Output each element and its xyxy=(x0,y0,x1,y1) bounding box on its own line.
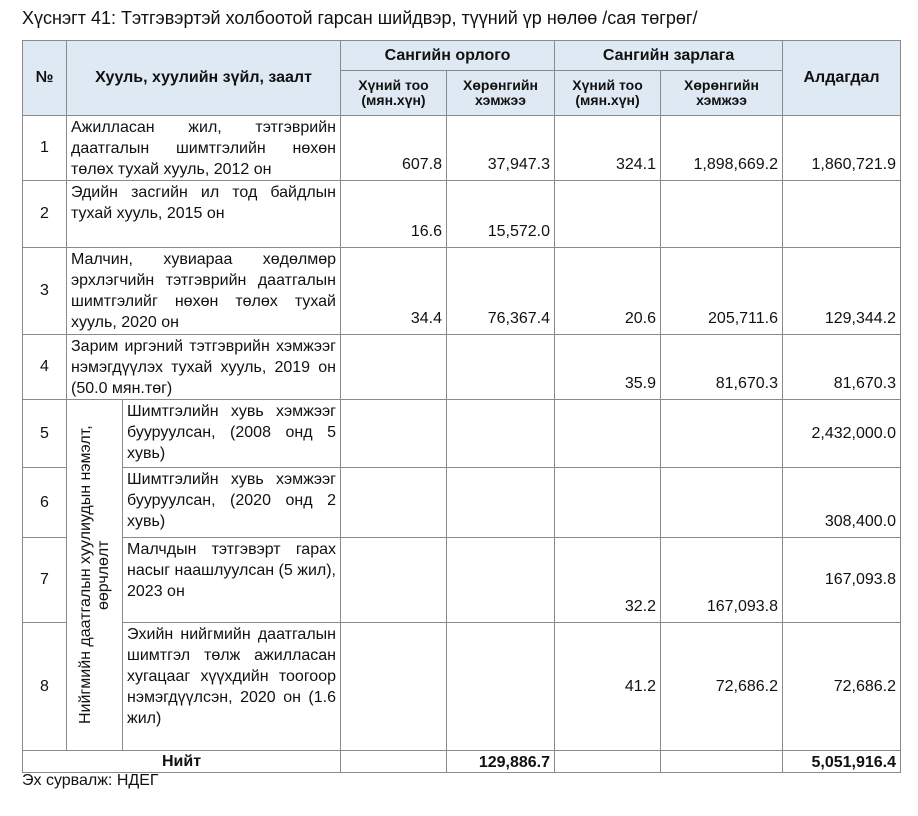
row-number: 2 xyxy=(23,181,67,248)
income-people xyxy=(341,468,447,538)
expense-amount: 167,093.8 xyxy=(661,538,783,623)
row-number: 8 xyxy=(23,623,67,751)
total-deficit: 5,051,916.4 xyxy=(783,751,901,773)
deficit-value: 1,860,721.9 xyxy=(783,116,901,181)
income-amount: 37,947.3 xyxy=(447,116,555,181)
row-number: 7 xyxy=(23,538,67,623)
group-label-cell xyxy=(67,400,123,751)
expense-people: 20.6 xyxy=(555,248,661,335)
law-text: Шимтгэлийн хувь хэмжээг бууруулсан, (2008 онд 5 хувь) xyxy=(123,400,341,468)
expense-people xyxy=(555,181,661,248)
expense-amount: 1,898,669.2 xyxy=(661,116,783,181)
law-text: Зарим иргэний тэтгэврийн хэмжээг нэмэгдүүлэх тухай хууль, 2019 он (50.0 мян.төг) xyxy=(67,335,341,400)
income-people xyxy=(341,400,447,468)
col-income-amount-header: Хөрөнгийн хэмжээ xyxy=(447,71,555,116)
income-amount xyxy=(447,468,555,538)
total-income-amount: 129,886.7 xyxy=(447,751,555,773)
income-people: 34.4 xyxy=(341,248,447,335)
income-amount: 76,367.4 xyxy=(447,248,555,335)
total-row xyxy=(23,751,901,773)
col-no-header: № xyxy=(23,41,67,116)
expense-amount: 205,711.6 xyxy=(661,248,783,335)
income-people xyxy=(341,623,447,751)
col-expense-amount-header: Хөрөнгийн хэмжээ xyxy=(661,71,783,116)
table-row xyxy=(23,538,901,623)
col-expense-people-header: Хүний тоо (мян.хүн) xyxy=(555,71,661,116)
expense-people xyxy=(555,400,661,468)
expense-amount: 72,686.2 xyxy=(661,623,783,751)
deficit-value: 167,093.8 xyxy=(783,538,901,623)
expense-people: 324.1 xyxy=(555,116,661,181)
deficit-value xyxy=(783,181,901,248)
income-people: 16.6 xyxy=(341,181,447,248)
expense-amount: 81,670.3 xyxy=(661,335,783,400)
expense-people: 41.2 xyxy=(555,623,661,751)
income-amount xyxy=(447,538,555,623)
law-text: Эдийн засгийн ил тод байдлын тухай хууль, 2015 он xyxy=(67,181,341,248)
deficit-value: 72,686.2 xyxy=(783,623,901,751)
expense-people xyxy=(555,468,661,538)
deficit-value: 2,432,000.0 xyxy=(783,400,901,468)
table-row xyxy=(23,116,901,181)
law-text: Шимтгэлийн хувь хэмжээг бууруулсан, (2020 онд 2 хувь) xyxy=(123,468,341,538)
row-number: 5 xyxy=(23,400,67,468)
table-row xyxy=(23,335,901,400)
income-people xyxy=(341,335,447,400)
total-expense-amount xyxy=(661,751,783,773)
table-row xyxy=(23,468,901,538)
col-income-header: Сангийн орлого xyxy=(341,41,555,71)
table-row xyxy=(23,248,901,335)
decision-impact-table xyxy=(22,40,901,773)
expense-amount xyxy=(661,181,783,248)
income-amount xyxy=(447,623,555,751)
col-expense-header: Сангийн зарлага xyxy=(555,41,783,71)
group-label: Нийгмийн даатгалын хуулиудын нэмэлт, өөрчлөлт xyxy=(76,425,112,725)
col-law-header: Хууль, хуулийн зүйл, заалт xyxy=(67,41,341,116)
total-income-people xyxy=(341,751,447,773)
expense-amount xyxy=(661,400,783,468)
deficit-value: 129,344.2 xyxy=(783,248,901,335)
table-row xyxy=(23,623,901,751)
table-row xyxy=(23,400,901,468)
expense-people: 35.9 xyxy=(555,335,661,400)
source-note: Эх сурвалж: НДЕГ xyxy=(22,772,159,789)
law-text: Малчин, хувиараа хөдөлмөр эрхлэгчийн тэтгэврийн даатгалын шимтгэлийг нөхөн төлөх тухай хууль, 2020 он xyxy=(67,248,341,335)
table-row xyxy=(23,181,901,248)
income-people xyxy=(341,538,447,623)
deficit-value: 308,400.0 xyxy=(783,468,901,538)
total-expense-people xyxy=(555,751,661,773)
col-deficit-header: Алдагдал xyxy=(783,41,901,116)
income-amount: 15,572.0 xyxy=(447,181,555,248)
col-income-people-header: Хүний тоо (мян.хүн) xyxy=(341,71,447,116)
law-text: Ажилласан жил, тэтгэврийн даатгалын шимтгэлийн нөхөн төлөх тухай хууль, 2012 он xyxy=(67,116,341,181)
income-amount xyxy=(447,400,555,468)
expense-people: 32.2 xyxy=(555,538,661,623)
income-people: 607.8 xyxy=(341,116,447,181)
row-number: 4 xyxy=(23,335,67,400)
table-caption: Хүснэгт 41: Тэтгэвэртэй холбоотой гарсан шийдвэр, түүний үр нөлөө /сая төгрөг/ xyxy=(22,8,698,28)
law-text: Малчдын тэтгэвэрт гарах насыг наашлуулсан (5 жил), 2023 он xyxy=(123,538,341,623)
row-number: 3 xyxy=(23,248,67,335)
expense-amount xyxy=(661,468,783,538)
deficit-value: 81,670.3 xyxy=(783,335,901,400)
total-label: Нийт xyxy=(23,751,341,773)
income-amount xyxy=(447,335,555,400)
row-number: 6 xyxy=(23,468,67,538)
law-text: Эхийн нийгмийн даатгалын шимтгэл төлж ажилласан хугацааг хүүхдийн тоогоор нэмэгдүүлсэн, 2020 он (1.6 жил) xyxy=(123,623,341,751)
row-number: 1 xyxy=(23,116,67,181)
